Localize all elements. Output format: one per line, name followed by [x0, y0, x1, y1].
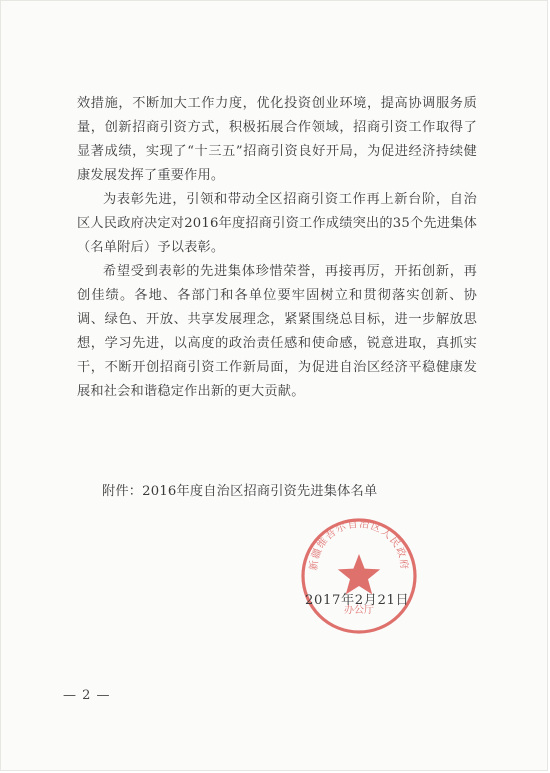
page-number: — 2 — — [63, 688, 111, 703]
attachment-line: 附件：2016年度自治区招商引资先进集体名单 — [102, 484, 378, 499]
issue-date: 2017年2月21日 — [305, 593, 410, 608]
seal-bottom-text: 办公厅 — [344, 605, 374, 616]
seal-star-icon — [338, 554, 380, 594]
paragraph-1: 效措施，不断加大工作力度，优化投资创业环境，提高协调服务质量，创新招商引资方式，积极拓展合作领域，招商引资工作取得了显著成绩，实现了“十三五”招商引资良好开局，为促进经济持续健康发展发挥了重要作用。 — [77, 96, 477, 183]
official-seal — [299, 516, 419, 636]
document-body — [77, 92, 477, 404]
paragraph-3: 希望受到表彰的先进集体珍惜荣誉，再接再厉，开拓创新，再创佳绩。各地、各部门和各单位要牢固树立和贯彻落实创新、协调、绿色、开放、共享发展理念，紧紧围绕总目标，进一步解放思想，学习先进，以高度的政治责任感和使命感，锐意进取，真抓实干，不断开创招商引资工作新局面，为促进自治区经济平稳健康发展和社会和谐稳定作出新的更大贡献。 — [77, 264, 477, 399]
paragraph-2: 为表彰先进，引领和带动全区招商引资工作再上新台阶，自治区人民政府决定对2016年度招商引资工作成绩突出的35个先进集体（名单附后）予以表彰。 — [77, 192, 477, 255]
seal-arc-text: 新疆维吾尔自治区人民政府 — [308, 518, 410, 571]
